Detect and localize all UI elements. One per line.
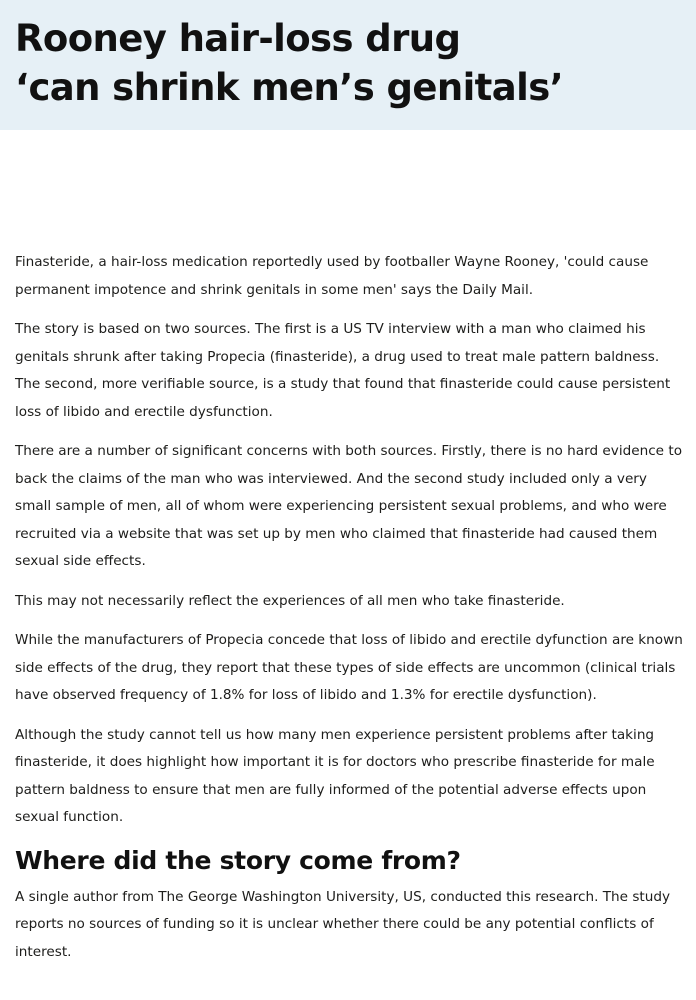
article-paragraph: There are a number of significant concerns with both sources. Firstly, there is no hard evidence to back the claims of the man who was interviewed. And the second study included only a very small sample of men, all of whom were experiencing persistent sexual problems, and who were recruited via a website that was set up by men who claimed that finasteride had caused them sexual side effects. [15, 443, 683, 569]
section-heading: Where did the story come from? [15, 845, 461, 875]
article-paragraph: The story is based on two sources. The first is a US TV interview with a man who claimed his genitals shrunk after taking Propecia (finasteride), a drug used to treat male pattern baldness. The second, more verifiable source, is a study that found that finasteride could cause persistent loss of libido and erectile dysfunction. [15, 321, 671, 420]
section-paragraph: A single author from The George Washington University, US, conducted this research. The study reports no sources of funding so it is unclear whether there could be any potential conflicts of interest. [15, 888, 671, 960]
article-body [15, 249, 685, 978]
page-title-line-1: Rooney hair-loss drug [15, 17, 461, 60]
article-paragraph: This may not necessarily reflect the experiences of all men who take finasteride. [15, 592, 565, 609]
article-paragraph: While the manufacturers of Propecia concede that loss of libido and erectile dyfunction are known side effects of the drug, they report that these types of side effects are uncommon (clinical trials have observed frequency of 1.8% for loss of libido and 1.3% for erectile dysfunction). [15, 632, 683, 703]
page-title-line-2: ‘can shrink men’s genitals’ [15, 66, 564, 109]
article-paragraph: Finasteride, a hair-loss medication reportedly used by footballer Wayne Rooney, 'could cause permanent impotence and shrink genitals in some men' says the Daily Mail. [15, 254, 649, 298]
page-title [15, 14, 685, 112]
article-paragraph: Although the study cannot tell us how many men experience persistent problems after taking finasteride, it does highlight how important it is for doctors who prescribe finasteride for male pattern baldness to ensure that men are fully informed of the potential adverse effects upon sexual function. [15, 726, 655, 825]
